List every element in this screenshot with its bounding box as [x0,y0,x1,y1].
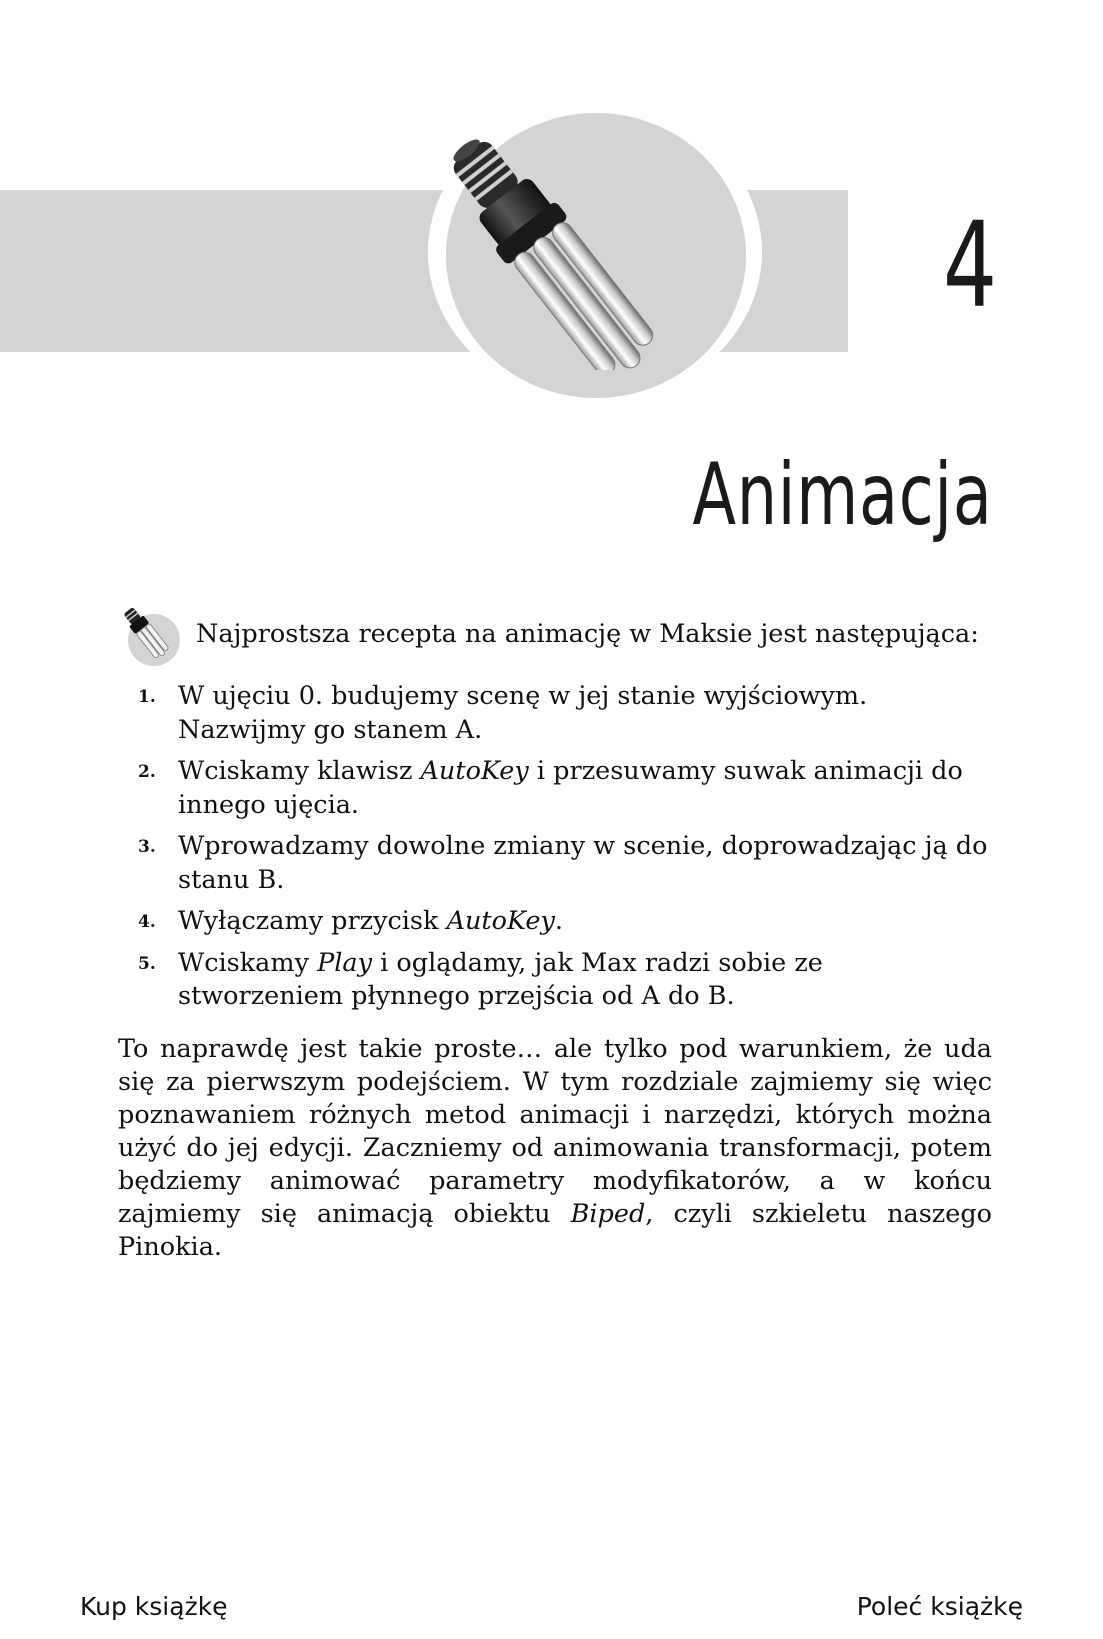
step-text [178,906,563,936]
step-number: 5. [138,953,156,974]
step-text [178,756,963,820]
list-item [138,905,988,939]
step-text [178,681,867,745]
text-run: Wprowadzamy dowolne zmiany w scenie, doprowadzając ją do stanu B. [178,831,988,895]
list-item [138,947,988,1014]
body-paragraph [118,1033,992,1264]
list-item [138,830,988,897]
italic-term: Play [317,947,373,978]
text-run: Wciskamy [178,947,318,978]
chapter-number: 4 [942,196,998,334]
list-item [138,755,988,822]
italic-term: AutoKey [446,906,555,936]
step-number: 2. [138,762,156,782]
text-run: i oglądamy, jak Max radzi sobie ze stworzeniem płynnego przejścia od A do B. [178,947,823,1011]
step-text [178,948,823,1012]
text-run: i przesuwamy suwak animacji do innego ujęcia. [178,756,963,820]
step-number: 4. [138,912,156,932]
steps-list [138,680,988,1022]
tip-bulb-icon [118,600,184,670]
step-number: 1. [138,687,156,707]
italic-term: Biped [570,1199,646,1229]
recommend-book-link[interactable]: Poleć książkę [856,1592,1023,1621]
text-run: Wciskamy klawisz [178,756,421,786]
text-run: To naprawdę jest takie proste… ale tylko pod warunkiem, że uda się za pierwszym podejściem. W tym rozdziale zajmiemy się więc poznawaniem różnych metod animacji i narzędzi, których można użyć do jej edycji. Zaczniemy od animowania transformacji, potem będziemy animować parametry modyfikatorów, a w końcu zajmiemy się animacją obiektu [118,1034,992,1229]
buy-book-link[interactable]: Kup książkę [80,1592,228,1621]
step-number: 3. [138,837,156,857]
intro-text: Najprostsza recepta na animację w Maksie jest następująca: [196,619,979,649]
text-run: Wyłączamy przycisk [178,906,447,936]
light-bulb-icon [430,100,730,370]
list-item [138,680,988,747]
text-run: , czyli szkieletu naszego Pinokia. [118,1199,993,1262]
italic-term: AutoKey [420,756,529,786]
text-run: . [554,906,563,936]
step-text [178,831,988,895]
text-run: W ujęciu 0. budujemy scenę w jej stanie wyjściowym. Nazwijmy go stanem A. [178,681,868,745]
chapter-title: Animacja [692,445,993,545]
